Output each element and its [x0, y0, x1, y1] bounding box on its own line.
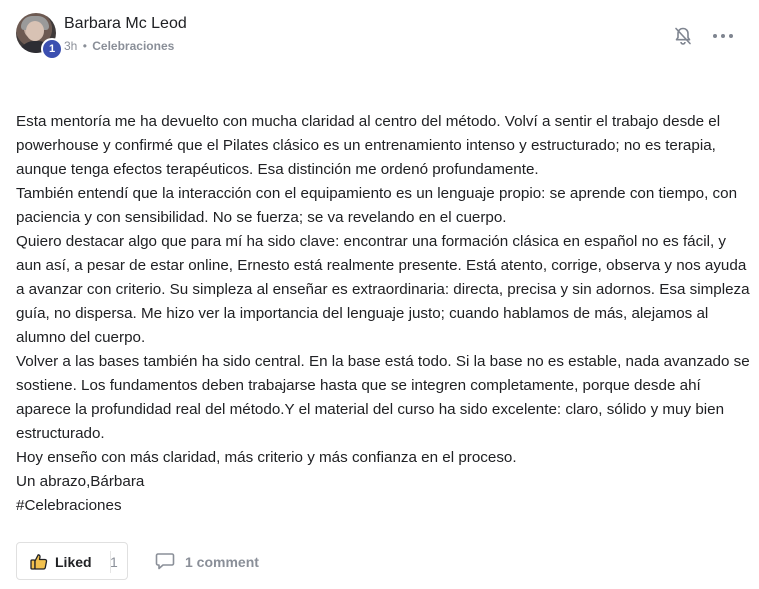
- post-hashtag[interactable]: #Celebraciones: [16, 497, 122, 514]
- like-count[interactable]: 1: [110, 554, 118, 570]
- post-paragraph: También entendí que la interacción con el equipamiento es un lenguaje propio: se aprende con tiempo, con paciencia y con sensibilidad. No se fuerza; se va revelando en el cuerpo.: [16, 185, 738, 226]
- post-time: 3h: [64, 39, 78, 53]
- comment-bubble-icon: [155, 552, 175, 570]
- post-signoff: Un abrazo,Bárbara: [16, 473, 145, 490]
- post-paragraph: Quiero destacar algo que para mí ha sido clave: encontrar una formación clásica en español no es fácil, y aun así, a pesar de estar online, Ernesto está realmente presente. Está atento, corrige, observa y nos ayuda a avanzar con criterio. Su simpleza al enseñar es extraordinaria: directa, precisa y sin adornos. Esa simpleza guía, no dispersa. Me hizo ver la importancia del lenguaje justo; cuando hablamos de más, alejamos al alumno del cuerpo.: [16, 233, 750, 346]
- post-meta: [64, 39, 174, 53]
- more-horizontal-icon[interactable]: [711, 26, 735, 46]
- thumbs-up-icon: [30, 553, 48, 570]
- post-category[interactable]: Celebraciones: [92, 39, 175, 53]
- author-name[interactable]: Barbara Mc Leod: [64, 15, 187, 32]
- post-paragraph: Hoy enseño con más claridad, más criterio y más confianza en el proceso.: [16, 449, 517, 466]
- post-paragraph: Volver a las bases también ha sido central. En la base está todo. Si la base no es estable, nada avanzado se sostiene. Los fundamentos deben trabajarse hasta que se integren completamente, porque desde ahí aparece la profundidad real del método.Y el material del curso ha sido excelente: claro, sólido y muy bien estructurado.: [16, 353, 750, 442]
- comment-count-label: 1 comment: [185, 554, 259, 570]
- like-label: Liked: [55, 554, 92, 570]
- avatar-face: [26, 21, 44, 41]
- post-body: [16, 110, 751, 518]
- level-badge: 1: [41, 38, 63, 60]
- meta-separator: •: [82, 39, 87, 53]
- like-button[interactable]: [16, 542, 128, 580]
- bell-muted-icon[interactable]: [673, 26, 693, 46]
- post-paragraph: Esta mentoría me ha devuelto con mucha claridad al centro del método. Volví a sentir el trabajo desde el powerhouse y confirmé que el Pilates clásico es un entrenamiento intenso y estructurado; no es terapia, aunque tenga efectos terapéuticos. Esa distinción me ordenó profundamente.: [16, 113, 721, 178]
- post-header: [16, 13, 743, 55]
